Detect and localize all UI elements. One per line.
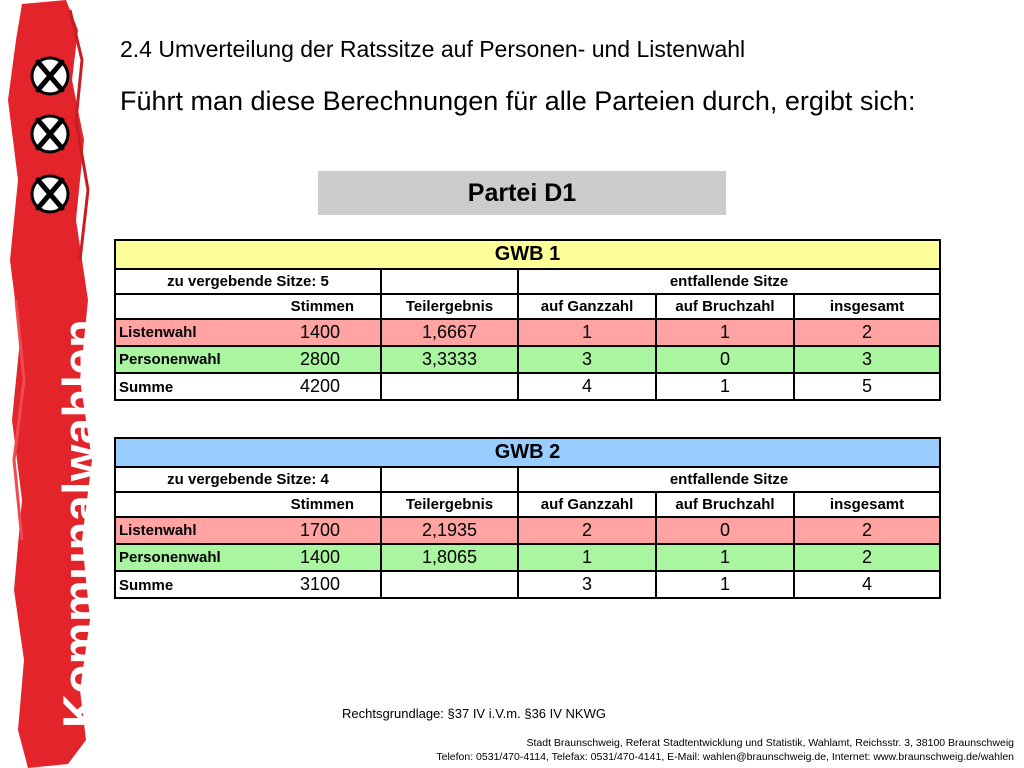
row-label-cell (115, 319, 381, 346)
column-header-teilergebnis: Teilergebnis (381, 294, 518, 319)
column-header-ganzzahl: auf Ganzzahl (518, 492, 656, 517)
votes-value: 4200 (299, 376, 340, 396)
row-label: Summe (119, 379, 174, 396)
row-label-cell (115, 373, 381, 400)
sidebar-banner (8, 0, 106, 768)
partial-result-value: 2,1935 (381, 517, 518, 544)
seats-label: zu vergebende Sitze: 4 (115, 467, 381, 492)
group-header: entfallende Sitze (518, 269, 940, 294)
table-title: GWB 1 (115, 240, 940, 269)
fraction-seats-value: 0 (656, 346, 794, 373)
row-label: Personenwahl (119, 549, 221, 566)
column-header-ganzzahl: auf Ganzzahl (518, 294, 656, 319)
column-header-insgesamt: insgesamt (794, 492, 940, 517)
footer-address: Stadt Braunschweig, Referat Stadtentwicklung und Statistik, Wahlamt, Reichsstr. 3, 38100 Braunschweig (526, 737, 1014, 749)
empty-cell (381, 467, 518, 492)
column-header-stimmen: Stimmen (115, 294, 381, 319)
total-seats-value: 5 (794, 373, 940, 400)
integer-seats-value: 1 (518, 544, 656, 571)
votes-value: 1400 (299, 547, 340, 567)
total-seats-value: 4 (794, 571, 940, 598)
ballot-x-icon (28, 54, 72, 98)
fraction-seats-value: 1 (656, 373, 794, 400)
empty-cell (381, 269, 518, 294)
partial-result-value: 3,3333 (381, 346, 518, 373)
integer-seats-value: 3 (518, 571, 656, 598)
table-row-personenwahl (115, 346, 940, 373)
row-label: Listenwahl (119, 522, 197, 539)
ballot-x-icon (28, 172, 72, 216)
total-seats-value: 2 (794, 517, 940, 544)
integer-seats-value: 2 (518, 517, 656, 544)
ballot-x-icon (28, 112, 72, 156)
seats-label: zu vergebende Sitze: 5 (115, 269, 381, 294)
partial-result-value: 1,8065 (381, 544, 518, 571)
total-seats-value: 2 (794, 544, 940, 571)
party-label: Partei D1 (318, 171, 726, 215)
votes-value: 1700 (299, 520, 340, 540)
table-row-listenwahl (115, 319, 940, 346)
row-label-cell (115, 571, 381, 598)
partial-result-value: 1,6667 (381, 319, 518, 346)
votes-value: 2800 (299, 349, 340, 369)
table-row-summe (115, 373, 940, 400)
fraction-seats-value: 1 (656, 544, 794, 571)
legal-basis-note: Rechtsgrundlage: §37 IV i.V.m. §36 IV NKWG (342, 706, 606, 721)
table-title: GWB 2 (115, 438, 940, 467)
footer (436, 736, 1014, 764)
gwb2-table (114, 437, 941, 599)
gwb1-table (114, 239, 941, 401)
integer-seats-value: 4 (518, 373, 656, 400)
integer-seats-value: 1 (518, 319, 656, 346)
row-label-cell (115, 517, 381, 544)
fraction-seats-value: 1 (656, 571, 794, 598)
votes-value: 3100 (299, 574, 340, 594)
section-subtitle: 2.4 Umverteilung der Ratssitze auf Personen- und Listenwahl (120, 36, 746, 62)
column-header-stimmen: Stimmen (115, 492, 381, 517)
integer-seats-value: 3 (518, 346, 656, 373)
row-label: Summe (119, 577, 174, 594)
partial-result-value (381, 571, 518, 598)
partial-result-value (381, 373, 518, 400)
row-label-cell (115, 544, 381, 571)
column-header-bruchzahl: auf Bruchzahl (656, 294, 794, 319)
fraction-seats-value: 0 (656, 517, 794, 544)
column-header-insgesamt: insgesamt (794, 294, 940, 319)
total-seats-value: 3 (794, 346, 940, 373)
page-headline: Führt man diese Berechnungen für alle Parteien durch, ergibt sich: (120, 86, 916, 116)
column-header-teilergebnis: Teilergebnis (381, 492, 518, 517)
row-label: Personenwahl (119, 351, 221, 368)
brand-text: Kommunalwahlen (53, 318, 106, 728)
column-header-bruchzahl: auf Bruchzahl (656, 492, 794, 517)
row-label: Listenwahl (119, 324, 197, 341)
table-row-summe (115, 571, 940, 598)
footer-contact: Telefon: 0531/470-4114, Telefax: 0531/470-4141, E-Mail: wahlen@braunschweig.de, Internet: www.braunschweig.de/wahlen (436, 751, 1014, 763)
table-row-listenwahl (115, 517, 940, 544)
group-header: entfallende Sitze (518, 467, 940, 492)
total-seats-value: 2 (794, 319, 940, 346)
votes-value: 1400 (299, 322, 340, 342)
row-label-cell (115, 346, 381, 373)
fraction-seats-value: 1 (656, 319, 794, 346)
table-row-personenwahl (115, 544, 940, 571)
